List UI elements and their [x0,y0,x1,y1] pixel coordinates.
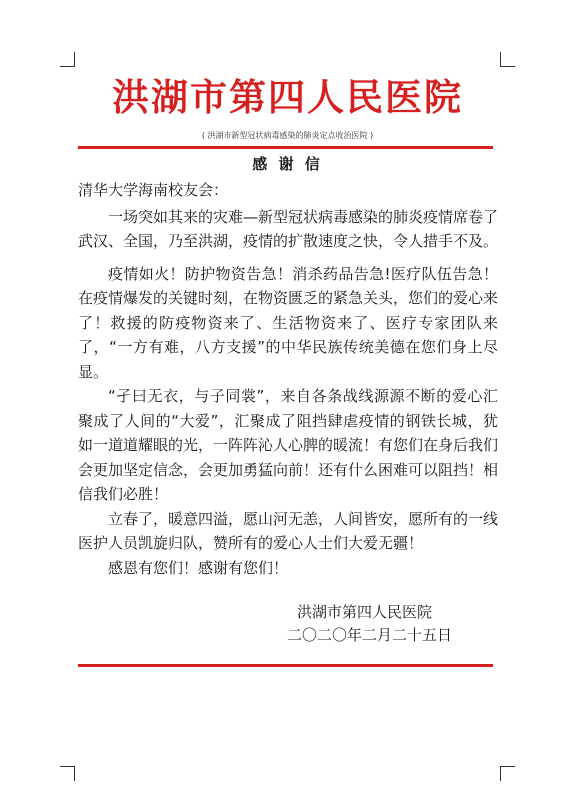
footer-divider [78,664,493,667]
letter-paragraph-4: 立春了，暖意四溢，愿山河无恙，人间皆安，愿所有的一线医护人员凯旋归队，赞所有的爱心人士们大爱无疆！ [78,509,499,552]
signature-date: 二〇二〇年二月二十五日 [287,626,453,644]
letter-paragraph-5: 感恩有您们！感谢有您们！ [108,558,289,577]
letter-paragraph-3: “孑曰无衣，与子同裳”，来自各条战线源源不断的爱心汇聚成了人间的“大爱”，汇聚成了阻挡肆虐疫情的钢铁长城，犹如一道道耀眼的光，一阵阵沁人心脾的暖流！有您们在身后我们会更加坚定信念，会更加勇猛向前！还有什么困难可以阻挡！相信我们必胜！ [78,387,499,503]
letter-paragraph-1: 一场突如其来的灾难—新型冠状病毒感染的肺炎疫情席卷了武汉、全国，乃至洪湖，疫情的扩散速度之快，令人措手不及。 [78,207,499,250]
crop-mark-bottom-left [60,766,75,781]
crop-mark-top-right [500,52,515,67]
letter-body [78,178,498,580]
crop-mark-bottom-right [500,766,515,781]
letter-paragraph-2: 疫情如火！防护物资告急！消杀药品告急!医疗队伍告急！在疫情爆发的关键时刻，在物资匮乏的紧急关头，您们的爱心来了！救援的防疫物资来了、生活物资来了、医疗专家团队来了，“一方有难，八方支援”的中华民族传统美德在您们身上尽显。 [78,264,499,381]
letterhead-hospital-name: 洪湖市第四人民医院 [112,76,463,119]
signature-organization: 洪湖市第四人民医院 [297,603,433,621]
letter-title: 感 谢 信 [252,155,323,173]
letter-salutation: 清华大学海南校友会： [78,181,229,199]
letterhead-divider [78,146,493,149]
letterhead-subtitle: ( 洪湖市新型冠状病毒感染的肺炎定点收治医院 ) [201,131,374,140]
crop-mark-top-left [60,52,75,67]
